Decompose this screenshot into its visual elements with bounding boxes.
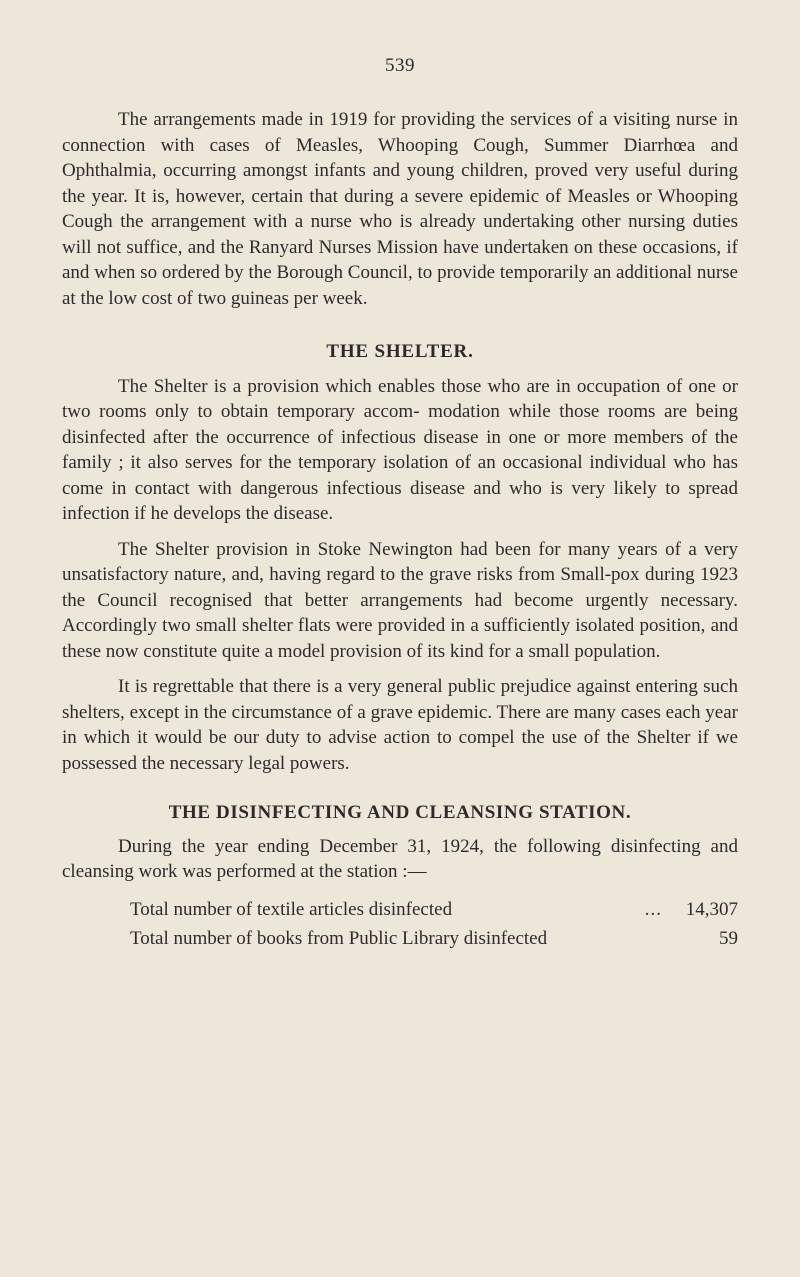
stat-row-textiles — [130, 895, 738, 924]
shelter-paragraph-2: The Shelter provision in Stoke Newington had been for many years of a very unsatisfactory nature, and, having regard to the grave risks from Small-pox during 1923 the Council recognised that better arrangements had become urgently necessary. Accordingly two small shelter flats were provided in a sufficiently isolated position, and these now constitute quite a model provision of its kind for a small population. — [62, 538, 738, 662]
disinfecting-heading: THE DISINFECTING AND CLEANSING STATION. — [168, 802, 632, 823]
stat-label: Total number of textile articles disinfected — [130, 898, 453, 920]
shelter-paragraph-1: The Shelter is a provision which enables those who are in occupation of one or two rooms only to obtain temporary accom- modation while those rooms are being disinfected after the occurrence of infectious disease in one or more members of the family ; it also serves for the temporary isolation of an occasional individual who has come in contact with dangerous infectious disease and who is very likely to spread infection if he develops the disease. — [62, 375, 738, 524]
stat-label: Total number of books from Public Library disinfected — [130, 927, 548, 949]
page-number: 539 — [385, 55, 415, 76]
disinfecting-paragraph: During the year ending December 31, 1924, the following disinfecting and cleansing work was performed at the station :— — [62, 835, 738, 882]
stat-row-books — [130, 924, 738, 953]
shelter-heading: THE SHELTER. — [326, 341, 474, 362]
stat-leader: ... — [644, 898, 662, 920]
stat-value: 59 — [719, 927, 738, 949]
page-content — [62, 107, 738, 953]
stat-value: 14,307 — [685, 898, 738, 920]
intro-paragraph: The arrangements made in 1919 for providing the services of a visiting nurse in connection with cases of Measles, Whooping Cough, Summer Diarrhœa and Ophthalmia, occurring amongst infants and young children, proved very useful during the year. It is, however, certain that during a severe epidemic of Measles or Whooping Cough the arrangement with a nurse who is already undertaking other nursing duties will not suffice, and the Ranyard Nurses Mission have undertaken on these occasions, if and when so ordered by the Borough Council, to provide temporarily an additional nurse at the low cost of two guineas per week. — [62, 109, 738, 309]
disinfection-stats — [130, 895, 738, 953]
shelter-paragraph-3: It is regrettable that there is a very general public prejudice against entering such shelters, except in the circumstance of a grave epidemic. There are many cases each year in which it would be our duty to advise action to compel the use of the Shelter if we possessed the necessary legal powers. — [62, 676, 738, 774]
